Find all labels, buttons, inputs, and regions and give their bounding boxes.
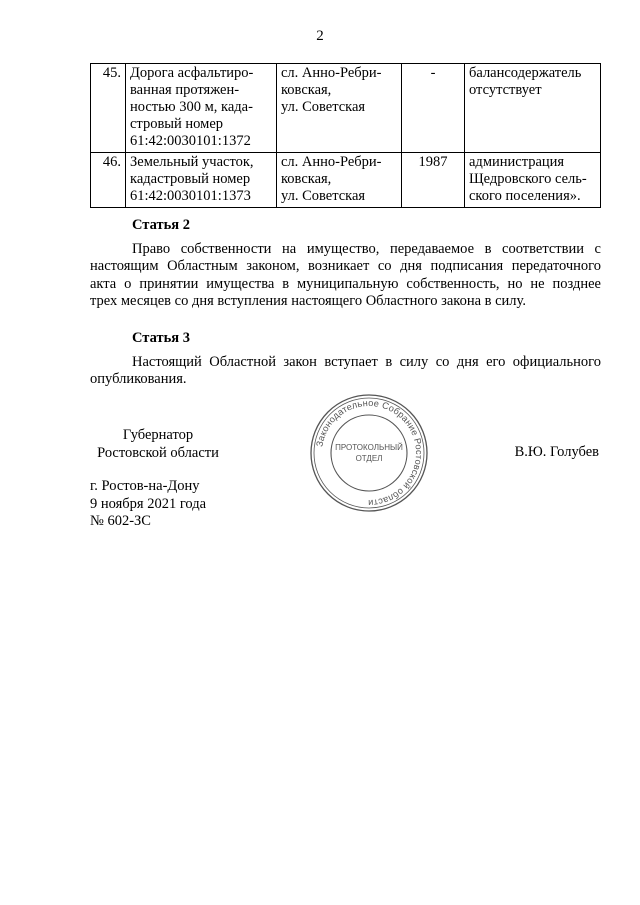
row-number-cell: 45. xyxy=(91,64,126,153)
article-3-line: Настоящий Областной закон вступает в силу со дня его официального xyxy=(132,354,601,370)
page-number: 2 xyxy=(316,28,324,44)
property-address-line: ковская, xyxy=(281,171,332,187)
property-owner-line: администрация xyxy=(469,154,565,170)
property-name-line: стровый номер xyxy=(130,116,224,132)
law-date: 9 ноября 2021 года xyxy=(90,495,207,512)
article-3-text xyxy=(90,354,601,389)
article-2-line: Право собственности на имущество, передаваемое в соответствии с xyxy=(132,241,601,257)
place-date-block xyxy=(90,478,206,531)
signer-name: В.Ю. Голубев xyxy=(514,444,599,460)
seal-ring-text: Законодательное Собрание Ростовской области xyxy=(314,397,425,509)
property-owner-line: отсутствует xyxy=(469,82,542,98)
property-table-body xyxy=(91,64,601,208)
article-3-line: опубликования. xyxy=(90,371,187,388)
property-owner-cell xyxy=(465,153,601,208)
signer-position-line: Ростовской области xyxy=(97,444,219,461)
property-name-line: кадастровый номер xyxy=(130,171,251,187)
property-year-cell: - xyxy=(402,64,465,153)
property-name-cell xyxy=(126,64,277,153)
property-owner-line: балансодержатель xyxy=(469,65,582,81)
property-owner-line: Щедровского сель- xyxy=(469,171,587,187)
seal-inner-text: ПРОТОКОЛЬНЫЙ xyxy=(335,443,403,452)
signer-position-line: Губернатор xyxy=(122,427,194,443)
table-row xyxy=(91,153,601,208)
article-2-line: настоящим Областным законом, возникает со дня подписания передаточного xyxy=(90,258,601,275)
place-city: г. Ростов-на-Дону xyxy=(90,478,200,494)
property-address-line: ковская, xyxy=(281,82,332,98)
property-name-cell xyxy=(126,153,277,208)
property-name-line: ванная протяжен- xyxy=(130,82,240,98)
property-owner-line: ского поселения». xyxy=(469,188,581,204)
article-2-heading: Статья 2 xyxy=(132,217,190,233)
property-address-cell xyxy=(277,64,402,153)
property-owner-cell xyxy=(465,64,601,153)
official-seal-stamp xyxy=(308,392,430,514)
row-number-cell: 46. xyxy=(91,153,126,208)
property-year-cell: 1987 xyxy=(402,153,465,208)
property-address-line: сл. Анно-Ребри- xyxy=(281,65,382,81)
seal-inner-text: ОТДЕЛ xyxy=(355,454,383,463)
article-3-heading: Статья 3 xyxy=(132,330,190,346)
property-name-line: ностью 300 м, када- xyxy=(130,99,253,115)
property-name-line: Дорога асфальтиро- xyxy=(130,65,254,81)
article-2-line: трех месяцев со дня вступления настоящего Областного закона в силу. xyxy=(90,293,526,310)
property-table xyxy=(90,63,601,208)
signer-position xyxy=(88,427,228,462)
property-address-line: ул. Советская xyxy=(281,188,366,204)
property-address-line: ул. Советская xyxy=(281,99,366,115)
property-name-line: Земельный участок, xyxy=(130,154,254,170)
law-number: № 602-ЗС xyxy=(90,513,151,529)
table-row xyxy=(91,64,601,153)
property-name-line: 61:42:0030101:1372 xyxy=(130,133,251,149)
article-2-line: акта о принятии имущества в муниципальную собственность, но не позднее xyxy=(90,275,601,292)
property-address-cell xyxy=(277,153,402,208)
article-2-text xyxy=(90,241,601,311)
property-name-line: 61:42:0030101:1373 xyxy=(130,188,251,204)
property-address-line: сл. Анно-Ребри- xyxy=(281,154,382,170)
